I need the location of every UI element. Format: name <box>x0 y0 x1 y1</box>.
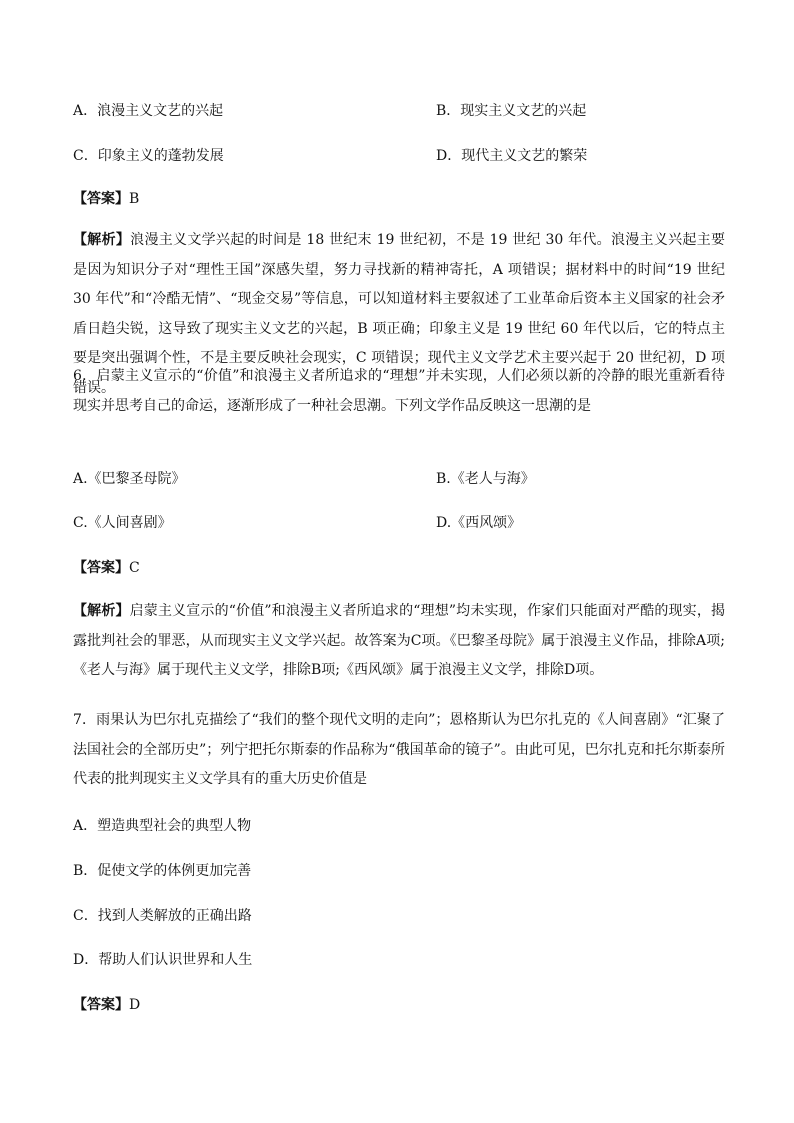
analysis-text: 启蒙主义宣示的“价值”和浪漫主义者所追求的“理想”均未实现，作家们只能面对严酷的现实，揭露批判社会的罪恶，从而现实主义文学兴起。故答案为C项。《巴黎圣母院》属于浪漫主义作品，排除A项;《老人与海》属于现代主义文学，排除B项;《西风颂》属于浪漫主义文学，排除D项。 <box>73 603 726 678</box>
answer-value: C <box>129 560 140 576</box>
q6-option-a: A.《巴黎圣母院》 <box>73 471 186 487</box>
q6-answer <box>73 558 140 578</box>
q6-option-c: C.《人间喜剧》 <box>73 515 172 531</box>
q7-option-d: D．帮助人们认识世界和人生 <box>73 952 253 968</box>
analysis-tag: 【解析】 <box>73 232 131 248</box>
answer-tag: 【答案】 <box>73 997 129 1013</box>
q7-option-c: C．找到人类解放的正确出路 <box>73 908 252 924</box>
q7-option-a: A．塑造典型社会的典型人物 <box>73 818 252 834</box>
q5-option-b: B．现实主义文艺的兴起 <box>436 103 587 119</box>
answer-value: D <box>129 997 141 1013</box>
q5-answer <box>73 189 139 209</box>
q7-answer <box>73 995 140 1015</box>
answer-tag: 【答案】 <box>73 560 129 576</box>
answer-tag: 【答案】 <box>73 191 129 207</box>
analysis-tag: 【解析】 <box>73 603 130 619</box>
q6-analysis <box>73 597 725 686</box>
q5-option-a: A．浪漫主义文艺的兴起 <box>73 103 224 119</box>
q5-option-d: D．现代主义文艺的繁荣 <box>436 148 588 164</box>
answer-value: B <box>129 191 140 207</box>
q6-stem: 6．启蒙主义宣示的“价值”和浪漫主义者所追求的“理想”并未实现，人们必须以新的冷静的眼光重新看待现实并思考自己的命运，逐渐形成了一种社会思潮。下列文学作品反映这一思潮的是 <box>73 368 725 414</box>
q6-option-d: D.《西风颂》 <box>436 515 522 531</box>
q7-option-b: B．促使文学的体例更加完善 <box>73 863 252 879</box>
q7-stem: 7．雨果认为巴尔扎克描绘了“我们的整个现代文明的走向”；恩格斯认为巴尔扎克的《人间喜剧》“汇聚了法国社会的全部历史”；列宁把托尔斯泰的作品称为“俄国革命的镜子”。由此可见，巴尔扎克和托尔斯泰所代表的批判现实主义文学具有的重大历史价值是 <box>73 712 725 787</box>
q5-option-c: C．印象主义的蓬勃发展 <box>73 148 224 164</box>
analysis-text: 浪漫主义文学兴起的时间是 18 世纪末 19 世纪初，不是 19 世纪 30 年代。浪漫主义兴起主要是因为知识分子对“理性王国”深感失望，努力寻找新的精神寄托，A 项错误；据材料中的时间“19 世纪 30 年代”和“冷酷无情”、“现金交易”等信息，可以知道材料主要叙述了工业革命后资本主义国家的社会矛盾日趋尖锐，这导致了现实主义文艺的兴起，B 项正确；印象主义是 19 世纪 60 年代以后，它的特点主要是突出强调个性，不是主要反映社会现实，C 项错误；现代主义文学艺术主要兴起于 20 世纪初，D 项错误。 <box>73 232 726 396</box>
q6-option-b: B.《老人与海》 <box>436 471 535 487</box>
